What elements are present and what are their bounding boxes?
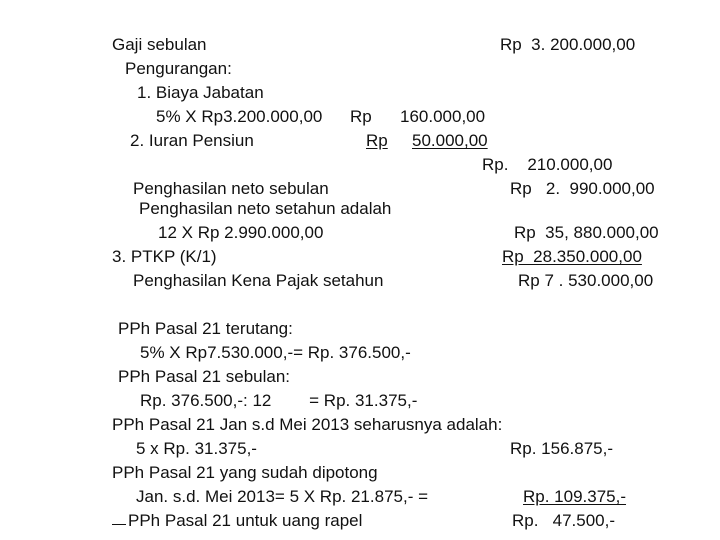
biaya-jabatan-formula: 5% X Rp3.200.000,00 xyxy=(156,107,323,126)
pph-terutang-label: PPh Pasal 21 terutang: xyxy=(118,319,293,338)
pph-dipotong-formula: Jan. s.d. Mei 2013= 5 X Rp. 21.875,- = xyxy=(136,487,429,506)
pph-dipotong-value: Rp. 109.375,- xyxy=(523,487,627,506)
iuran-pensiun-currency: Rp xyxy=(366,131,388,150)
neto-setahun-value: Rp 35, 880.000,00 xyxy=(514,223,659,242)
gaji-label: Gaji sebulan xyxy=(112,35,207,54)
gaji-value: Rp 3. 200.000,00 xyxy=(500,35,636,54)
neto-sebulan-label: Penghasilan neto sebulan xyxy=(133,179,329,198)
iuran-pensiun-label: 2. Iuran Pensiun xyxy=(130,131,254,150)
pph-seharusnya-value: Rp. 156.875,- xyxy=(510,439,614,458)
fill-in-blank-line xyxy=(112,524,126,525)
neto-sebulan-value: Rp 2. 990.000,00 xyxy=(510,179,655,198)
biaya-jabatan-label: 1. Biaya Jabatan xyxy=(137,83,264,102)
iuran-pensiun-value: 50.000,00 xyxy=(412,131,488,150)
ptkp-label: 3. PTKP (K/1) xyxy=(112,247,217,266)
neto-setahun-formula: 12 X Rp 2.990.000,00 xyxy=(158,223,324,242)
pph-rapel-label: PPh Pasal 21 untuk uang rapel xyxy=(128,511,363,530)
biaya-jabatan-currency: Rp xyxy=(350,107,372,126)
pkp-label: Penghasilan Kena Pajak setahun xyxy=(133,271,384,290)
pph-rapel-value: Rp. 47.500,- xyxy=(512,511,616,530)
pph-seharusnya-label: PPh Pasal 21 Jan s.d Mei 2013 seharusnya adalah: xyxy=(112,415,503,434)
biaya-jabatan-value: 160.000,00 xyxy=(400,107,486,126)
total-pengurangan: Rp. 210.000,00 xyxy=(482,155,613,174)
pph-sebulan-formula: Rp. 376.500,-: 12 = Rp. 31.375,- xyxy=(140,391,418,410)
pph-seharusnya-formula: 5 x Rp. 31.375,- xyxy=(136,439,257,458)
pkp-value: Rp 7 . 530.000,00 xyxy=(518,271,654,290)
pph-sebulan-label: PPh Pasal 21 sebulan: xyxy=(118,367,291,386)
neto-setahun-label: Penghasilan neto setahun adalah xyxy=(139,199,392,218)
pph-terutang-formula: 5% X Rp7.530.000,-= Rp. 376.500,- xyxy=(140,343,411,362)
pengurangan-label: Pengurangan: xyxy=(125,59,232,78)
ptkp-value: Rp 28.350.000,00 xyxy=(502,247,642,266)
pph-dipotong-label: PPh Pasal 21 yang sudah dipotong xyxy=(112,463,378,482)
